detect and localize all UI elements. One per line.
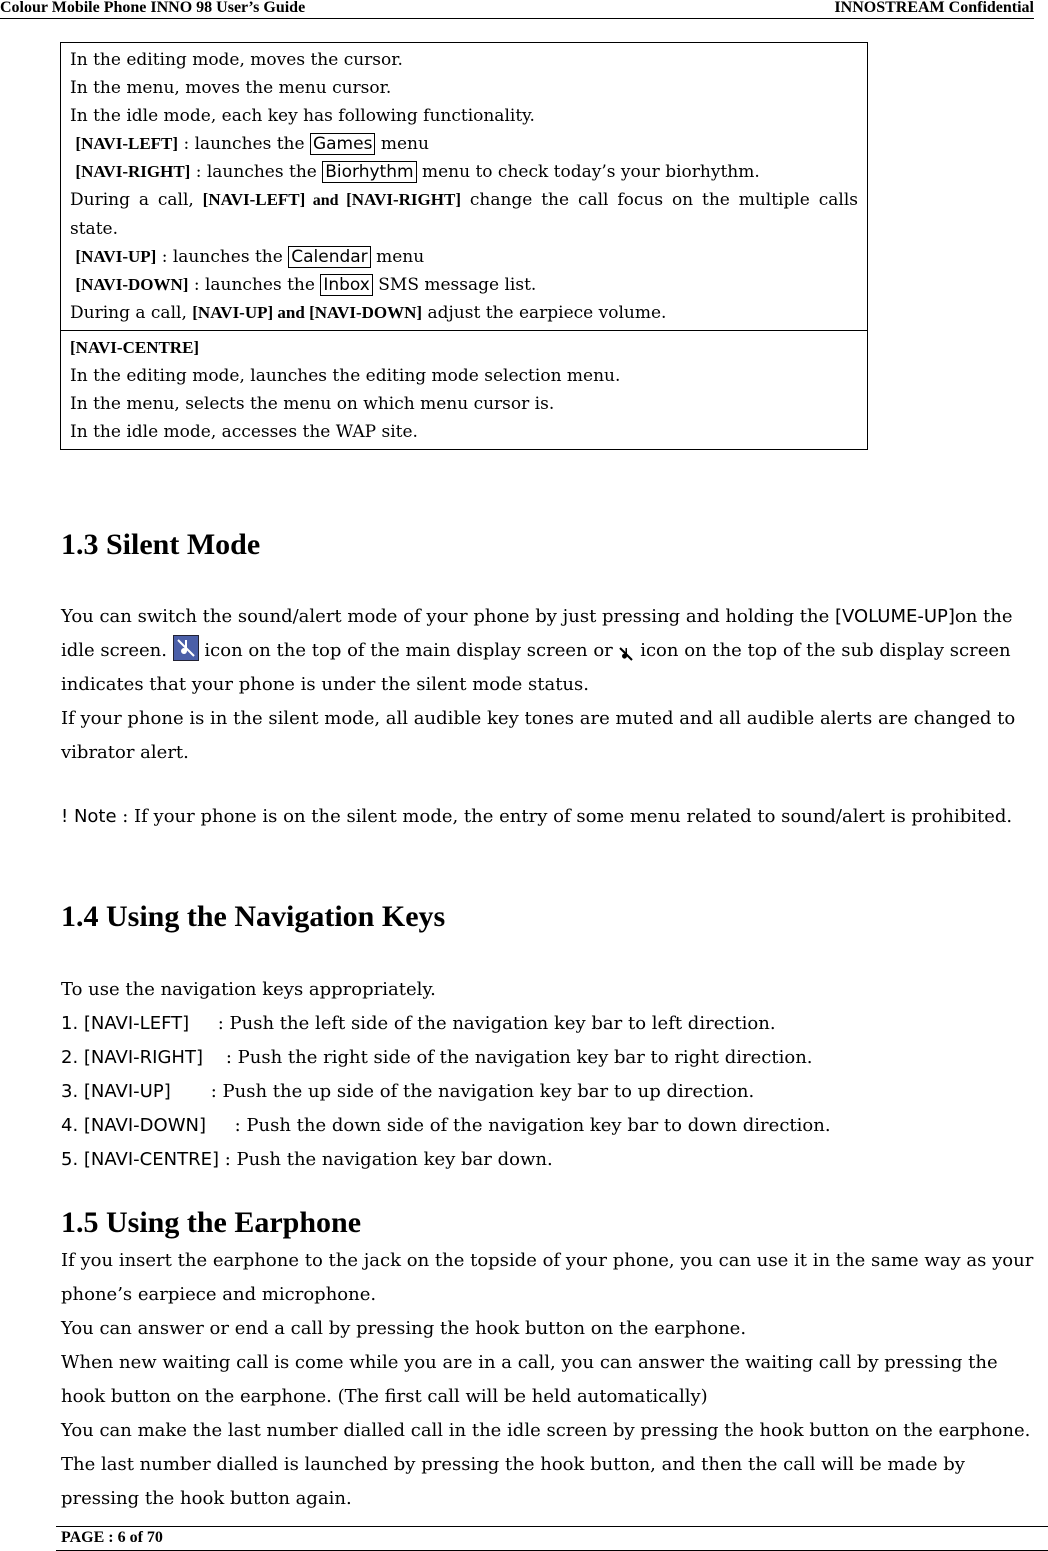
earphone-paragraph: You can make the last number dialled call in the idle screen by pressing the hook button on the earphone. The last number dialled is launched by pressing the hook button, and then the call will be made by pressing the hook button again.: [61, 1420, 1031, 1509]
step-key: 3. [NAVI-UP]: [61, 1081, 206, 1102]
table-row-navi-keys: [61, 43, 867, 330]
list-item: 3. [NAVI-UP] : Push the up side of the navigation key bar to up direction.: [61, 1081, 755, 1102]
page-header: [0, 0, 1034, 19]
table-line-navi-left: [NAVI-LEFT] : launches the Games menu: [75, 134, 429, 154]
header-confidential: INNOSTREAM Confidential: [834, 0, 1034, 16]
earphone-section-body: [61, 1244, 1036, 1516]
step-key: 4. [NAVI-DOWN]: [61, 1115, 229, 1136]
navigation-key-table: [60, 42, 868, 450]
navigation-keys-list: [61, 973, 1036, 1177]
section-title-silent-mode: 1.3 Silent Mode: [61, 528, 261, 561]
table-line-during-call-focus: During a call, [NAVI-LEFT] and [NAVI-RIGHT] change the call focus on the multiple calls state.: [70, 190, 858, 239]
table-line: In the idle mode, each key has following functionality.: [70, 106, 535, 126]
table-line: In the menu, moves the menu cursor.: [70, 78, 392, 98]
step-key: 5. [NAVI-CENTRE]: [61, 1149, 219, 1170]
silent-mode-note: ! Note : If your phone is on the silent mode, the entry of some menu related to sound/alert is prohibited.: [61, 806, 1013, 827]
silent-mode-sub-icon: [618, 640, 634, 656]
table-line: In the menu, selects the menu on which menu cursor is.: [70, 394, 555, 414]
table-line: In the idle mode, accesses the WAP site.: [70, 422, 418, 442]
page-number: PAGE : 6 of 70: [61, 1529, 163, 1546]
section-title-navigation-keys: 1.4 Using the Navigation Keys: [61, 900, 446, 933]
step-key: 1. [NAVI-LEFT]: [61, 1013, 213, 1034]
section-title-earphone: 1.5 Using the Earphone: [61, 1206, 362, 1239]
key-label: [NAVI-UP]: [75, 247, 157, 266]
menu-games: Games: [310, 133, 375, 155]
table-line-navi-down: [NAVI-DOWN] : launches the Inbox SMS message list.: [75, 275, 537, 295]
page-footer: [56, 1526, 1048, 1551]
step-key: 2. [NAVI-RIGHT]: [61, 1047, 221, 1068]
menu-calendar: Calendar: [288, 246, 370, 268]
list-item: 4. [NAVI-DOWN] : Push the down side of the navigation key bar to down direction.: [61, 1115, 831, 1136]
key-label: [NAVI-DOWN]: [75, 275, 189, 294]
list-item: 5. [NAVI-CENTRE] : Push the navigation key bar down.: [61, 1149, 553, 1170]
silent-mode-paragraph: You can switch the sound/alert mode of your phone by just pressing and holding the [VOLUME-UP]on the idle screen. icon on the top of the main display screen or icon on the top of the sub display screen indicates that your phone is under the silent mode status.: [61, 606, 1013, 695]
navigation-intro: To use the navigation keys appropriately.: [61, 979, 436, 1000]
table-line: In the editing mode, moves the cursor.: [70, 50, 403, 70]
earphone-paragraph: When new waiting call is come while you are in a call, you can answer the waiting call by pressing the hook button on the earphone. (The first call will be held automatically): [61, 1352, 998, 1407]
silent-mode-paragraph-2: If your phone is in the silent mode, all audible key tones are muted and all audible alerts are changed to vibrator alert.: [61, 708, 1016, 763]
list-item: 2. [NAVI-RIGHT] : Push the right side of the navigation key bar to right direction.: [61, 1047, 813, 1068]
note-label: ! Note: [61, 806, 117, 827]
menu-inbox: Inbox: [320, 274, 373, 296]
key-label: [NAVI-RIGHT]: [75, 162, 191, 181]
earphone-paragraph: If you insert the earphone to the jack on the topside of your phone, you can use it in the same way as your phone’s earpiece and microphone.: [61, 1250, 1034, 1305]
header-doc-title: Colour Mobile Phone INNO 98 User’s Guide: [0, 0, 306, 16]
table-line-navi-up: [NAVI-UP] : launches the Calendar menu: [75, 247, 425, 267]
menu-biorhythm: Biorhythm: [322, 161, 416, 183]
earphone-paragraph: You can answer or end a call by pressing the hook button on the earphone.: [61, 1318, 747, 1339]
table-line: In the editing mode, launches the editing mode selection menu.: [70, 366, 621, 386]
table-line-during-call-volume: During a call, [NAVI-UP] and [NAVI-DOWN] adjust the earpiece volume.: [70, 303, 667, 323]
key-label: [NAVI-CENTRE]: [70, 338, 200, 357]
table-row-navi-centre: [61, 330, 867, 449]
table-line-navi-right: [NAVI-RIGHT] : launches the Biorhythm menu to check today’s your biorhythm.: [75, 162, 760, 182]
key-label: [NAVI-LEFT]: [75, 134, 179, 153]
list-item: 1. [NAVI-LEFT] : Push the left side of the navigation key bar to left direction.: [61, 1013, 776, 1034]
silent-mode-main-icon: [173, 635, 199, 661]
